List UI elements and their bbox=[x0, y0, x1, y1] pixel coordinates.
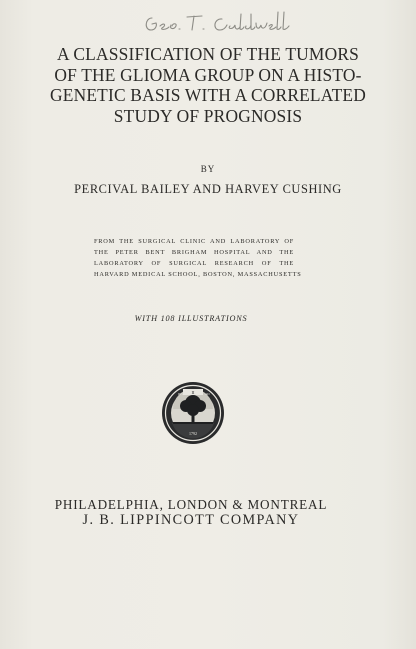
handwritten-signature bbox=[142, 8, 312, 38]
affiliation-line: HARVARD MEDICAL SCHOOL, BOSTON, MASSACHUSETTS bbox=[94, 271, 302, 278]
title-line: GENETIC BASIS WITH A CORRELATED bbox=[49, 85, 366, 105]
imprint-cities: PHILADELPHIA, LONDON & MONTREAL bbox=[54, 497, 328, 512]
publisher-name: J. B. LIPPINCOTT COMPANY bbox=[82, 512, 300, 528]
affiliation-line: FROM THE SURGICAL CLINIC AND LABORATORY OF bbox=[94, 238, 294, 245]
emblem-left-text: INSTE bbox=[178, 392, 188, 396]
signature-scrawl bbox=[142, 8, 312, 38]
emblem-right-text: AD bbox=[205, 392, 210, 396]
title-line: OF THE GLIOMA GROUP ON A HISTO- bbox=[54, 64, 362, 85]
by-line: BY bbox=[200, 164, 216, 174]
authors: PERCIVAL BAILEY AND HARVEY CUSHING bbox=[74, 182, 342, 196]
book-title bbox=[0, 44, 416, 126]
affiliation-line: LABORATORY OF SURGICAL RESEARCH OF THE bbox=[94, 260, 294, 267]
tree-seal-icon bbox=[161, 381, 225, 445]
affiliation-line: THE PETER BENT BRIGHAM HOSPITAL AND THE bbox=[94, 249, 294, 256]
emblem-bottom-text: 1792 bbox=[189, 431, 197, 436]
publisher-emblem bbox=[161, 381, 225, 445]
affiliation bbox=[94, 236, 302, 280]
illustrations-note: WITH 108 ILLUSTRATIONS bbox=[134, 314, 248, 323]
title-line: STUDY OF PROGNOSIS bbox=[113, 105, 303, 126]
title-line: A CLASSIFICATION OF THE TUMORS bbox=[56, 44, 359, 64]
emblem-top-text: II bbox=[191, 390, 195, 395]
